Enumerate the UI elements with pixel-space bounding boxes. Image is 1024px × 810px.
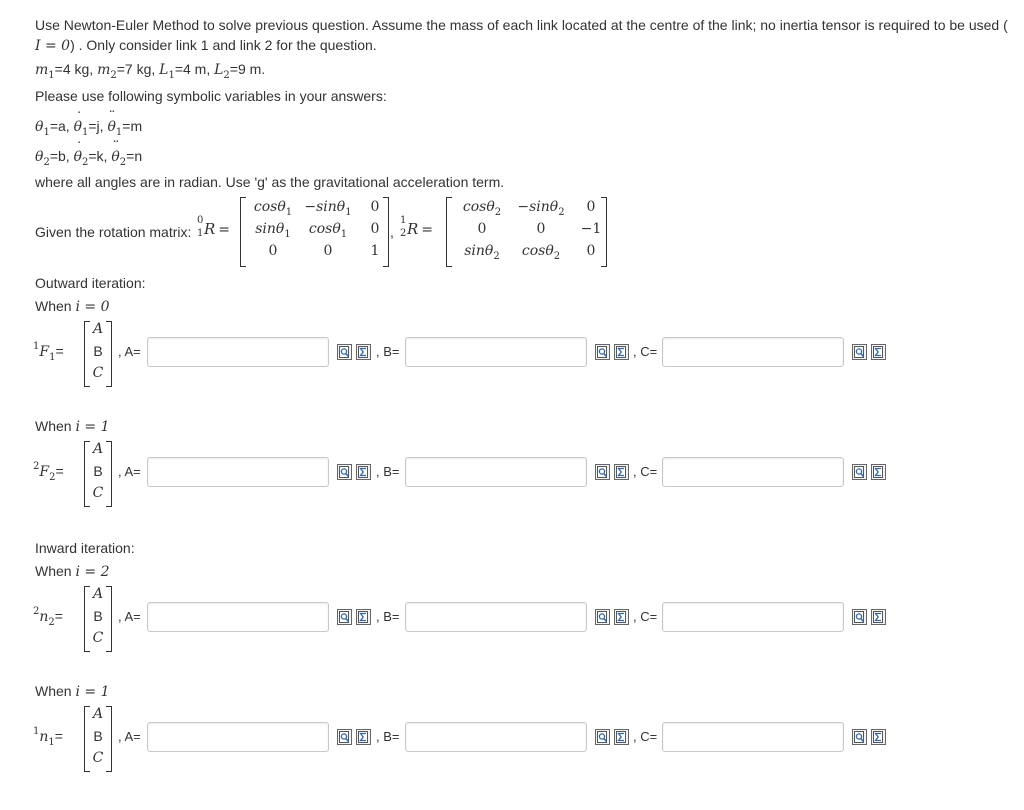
vector-lhs: $^2n_2=$ xyxy=(33,606,63,628)
vector-entry-b: B xyxy=(93,343,103,359)
preview-icon[interactable] xyxy=(337,464,352,480)
equation-editor-icon[interactable] xyxy=(871,609,886,625)
equation-editor-icon[interactable] xyxy=(356,609,371,625)
angles-note: where all angles are in radian. Use 'g' as the gravitational acceleration term. xyxy=(35,174,505,190)
matrix-cell: sinθ$_2$ xyxy=(464,243,500,262)
unknown-vector xyxy=(84,586,112,652)
R01-symbol: 0 1 R = xyxy=(197,215,231,239)
matrix-cell: 0 xyxy=(536,221,546,237)
preview-icon[interactable] xyxy=(595,609,610,625)
equation-editor-icon[interactable] xyxy=(356,344,371,360)
unknown-vector xyxy=(84,706,112,772)
equation-editor-icon[interactable] xyxy=(871,464,886,480)
rotation-label: Given the rotation matrix: xyxy=(35,224,192,240)
equation-editor-icon[interactable] xyxy=(871,344,886,360)
preview-icon[interactable] xyxy=(852,729,867,745)
unknown-vector xyxy=(84,441,112,507)
equation-editor-icon[interactable] xyxy=(614,609,629,625)
matrix-cell: 0 xyxy=(477,221,487,237)
answer-label-a: , A= xyxy=(118,609,141,624)
symbolic-prompt: Please use following symbolic variables in your answers: xyxy=(35,88,387,104)
rotation-matrix-0-1 xyxy=(240,197,390,265)
vector-entry-a: A xyxy=(92,706,104,722)
inertia-symbol: I = 0 xyxy=(35,38,71,54)
answer-label-a: , A= xyxy=(118,464,141,479)
matrix-cell: −sinθ$_1$ xyxy=(304,199,352,218)
matrix-cell: −sinθ$_2$ xyxy=(517,199,565,218)
equation-editor-icon[interactable] xyxy=(356,464,371,480)
answer-label-b: , B= xyxy=(376,344,400,359)
vector-entry-a: A xyxy=(92,586,104,602)
answer-label-a: , A= xyxy=(118,344,141,359)
vector-lhs: $^1F_1=$ xyxy=(33,341,64,363)
answer-label-b: , B= xyxy=(376,729,400,744)
vector-entry-b: B xyxy=(93,728,103,744)
preview-icon[interactable] xyxy=(337,344,352,360)
equation-editor-icon[interactable] xyxy=(614,464,629,480)
vector-lhs: $^1n_1=$ xyxy=(33,726,63,748)
intro-line-1: Use Newton-Euler Method to solve previous question. Assume the mass of each link located at the centre of the link; no inertia tensor is required to be used ( xyxy=(35,17,1008,33)
preview-icon[interactable] xyxy=(595,729,610,745)
matrix-cell: 1 xyxy=(370,243,380,259)
answer-label-b: , B= xyxy=(376,464,400,479)
answer-field-c[interactable] xyxy=(662,337,844,367)
answer-label-c: , C= xyxy=(633,344,658,359)
matrix-cell: cosθ$_1$ xyxy=(308,221,348,240)
theta1-line: $\theta_1=a$, ˙ $\theta_1=j$, ¨ $\theta_1=m$ xyxy=(35,118,142,135)
answer-field-b[interactable] xyxy=(405,722,587,752)
matrix-cell: 0 xyxy=(268,243,278,259)
equation-editor-icon[interactable] xyxy=(614,729,629,745)
iteration-condition: When i = 0 xyxy=(35,298,110,315)
answer-field-c[interactable] xyxy=(662,602,844,632)
answer-label-b: , B= xyxy=(376,609,400,624)
vector-entry-c: C xyxy=(92,750,104,766)
answer-label-c: , C= xyxy=(633,729,658,744)
theta2-line: $\theta_2=b$, ˙ $\theta_2=k$, ¨ $\theta_2=n$ xyxy=(35,148,142,165)
answer-field-c[interactable] xyxy=(662,722,844,752)
matrix-cell: 0 xyxy=(370,199,380,215)
inward-iteration-label: Inward iteration: xyxy=(35,540,135,556)
outward-iteration-label: Outward iteration: xyxy=(35,275,146,291)
matrix-cell: −1 xyxy=(580,221,602,237)
intro-line-2 xyxy=(35,37,377,54)
intro-line-2-text: ) . Only consider link 1 and link 2 for the question. xyxy=(70,37,377,53)
matrix-cell: cosθ$_2$ xyxy=(521,243,561,262)
vector-entry-c: C xyxy=(92,365,104,381)
vector-entry-a: A xyxy=(92,441,104,457)
matrix-cell: cosθ$_1$ xyxy=(253,199,293,218)
preview-icon[interactable] xyxy=(337,609,352,625)
matrix-cell: sinθ$_1$ xyxy=(255,221,291,240)
vector-lhs: $^2F_2=$ xyxy=(33,461,64,483)
answer-label-a: , A= xyxy=(118,729,141,744)
iteration-condition: When i = 1 xyxy=(35,683,110,700)
preview-icon[interactable] xyxy=(852,344,867,360)
matrix-cell: 0 xyxy=(370,221,380,237)
matrix-separator: , xyxy=(390,224,394,240)
answer-field-b[interactable] xyxy=(405,602,587,632)
preview-icon[interactable] xyxy=(852,464,867,480)
answer-field-a[interactable] xyxy=(147,457,329,487)
equation-editor-icon[interactable] xyxy=(614,344,629,360)
vector-entry-c: C xyxy=(92,630,104,646)
matrix-cell: cosθ$_2$ xyxy=(462,199,502,218)
answer-field-a[interactable] xyxy=(147,337,329,367)
R12-symbol: 1 2 R = xyxy=(400,215,434,239)
matrix-cell: 0 xyxy=(323,243,333,259)
matrix-cell: 0 xyxy=(586,243,596,259)
answer-field-a[interactable] xyxy=(147,722,329,752)
rotation-matrix-1-2 xyxy=(446,197,608,265)
preview-icon[interactable] xyxy=(595,464,610,480)
answer-label-c: , C= xyxy=(633,464,658,479)
preview-icon[interactable] xyxy=(852,609,867,625)
preview-icon[interactable] xyxy=(595,344,610,360)
answer-label-c: , C= xyxy=(633,609,658,624)
answer-field-b[interactable] xyxy=(405,337,587,367)
answer-field-a[interactable] xyxy=(147,602,329,632)
vector-entry-b: B xyxy=(93,463,103,479)
iteration-condition: When i = 2 xyxy=(35,563,110,580)
vector-entry-b: B xyxy=(93,608,103,624)
equation-editor-icon[interactable] xyxy=(871,729,886,745)
parameters-line: $m_1=4$ kg, $m_2=7$ kg, $L_1=4$ m, $L_2=9$ m. xyxy=(35,61,266,81)
equation-editor-icon[interactable] xyxy=(356,729,371,745)
vector-entry-a: A xyxy=(92,321,104,337)
preview-icon[interactable] xyxy=(337,729,352,745)
answer-field-b[interactable] xyxy=(405,457,587,487)
vector-entry-c: C xyxy=(92,485,104,501)
iteration-condition: When i = 1 xyxy=(35,418,110,435)
answer-field-c[interactable] xyxy=(662,457,844,487)
matrix-cell: 0 xyxy=(586,199,596,215)
unknown-vector xyxy=(84,321,112,387)
